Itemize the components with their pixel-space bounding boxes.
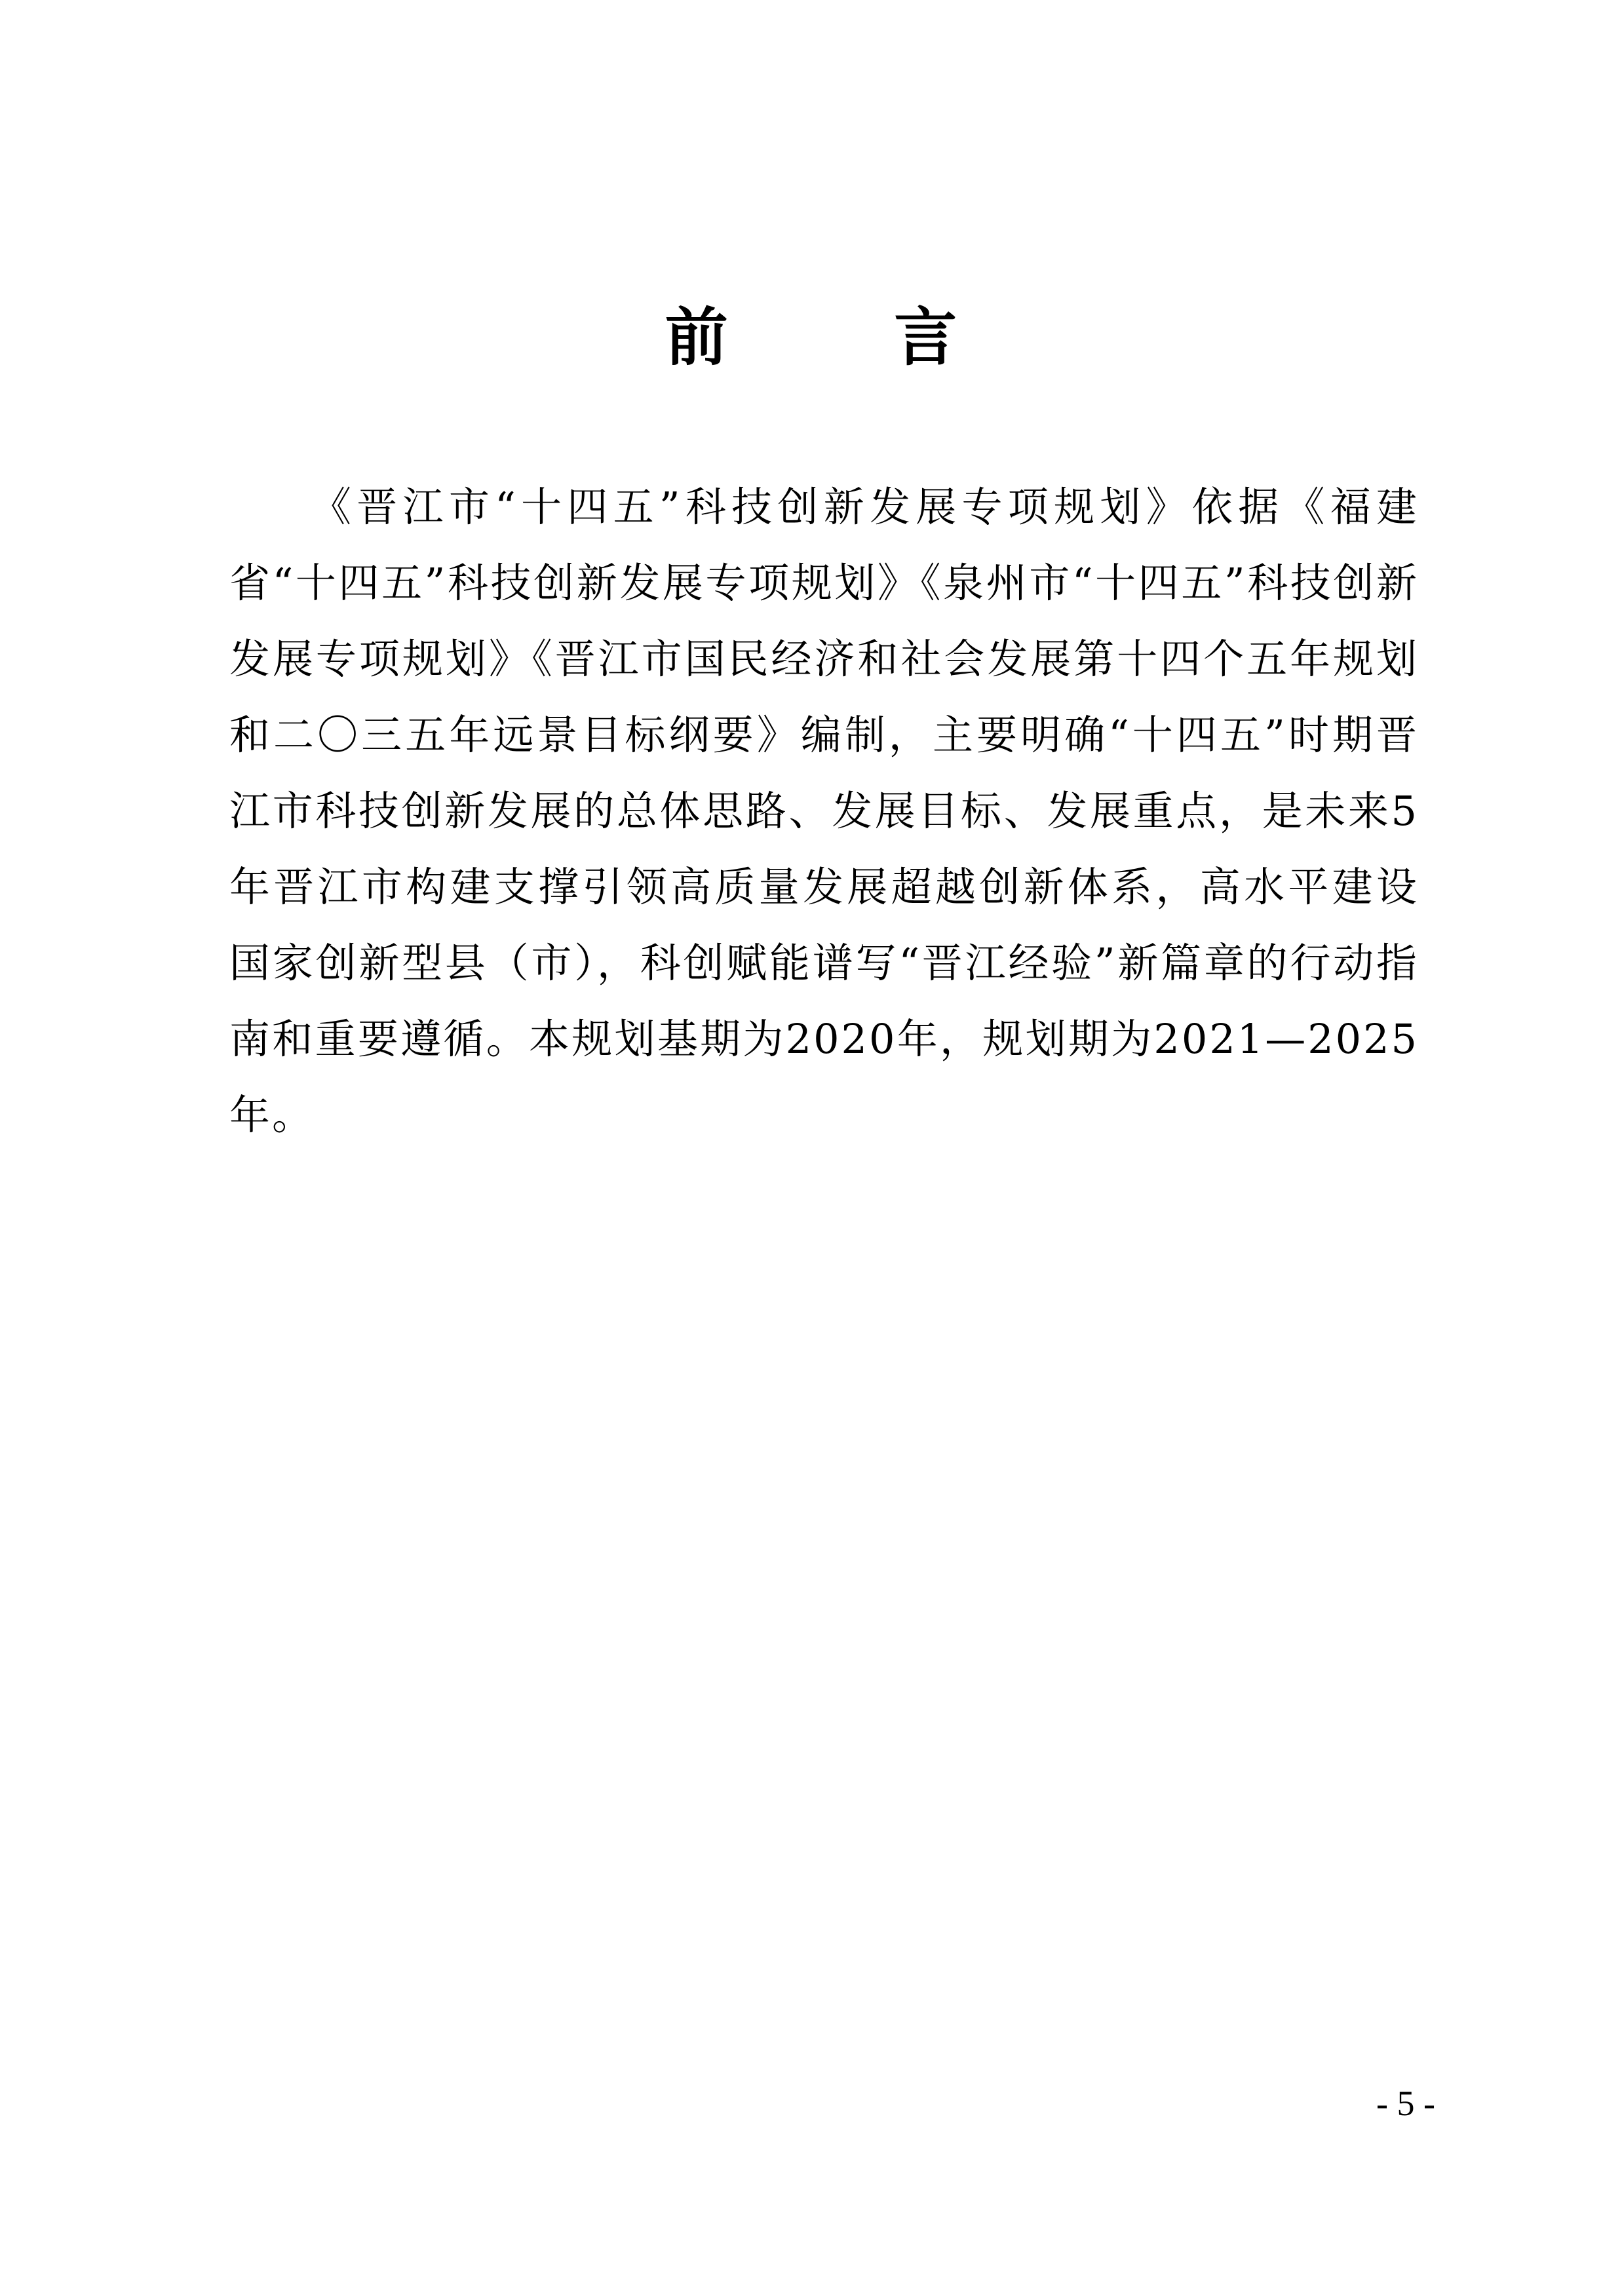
preface-paragraph: 《晋江市“十四五”科技创新发展专项规划》依据《福建省“十四五”科技创新发展专项规划》《泉州市“十四五”科技创新发展专项规划》《晋江市国民经济和社会发展第十四个五年规划和二〇三五年远景目标纲要》编制，主要明确“十四五”时期晋江市科技创新发展的总体思路、发展目标、发展重点，是未来5年晋江市构建支撑引领高质量发展超越创新体系，高水平建设国家创新型县（市），科创赋能谱写“晋江经验”新篇章的行动指南和重要遵循。本规划基期为2020年，规划期为2021—2025年。 bbox=[229, 483, 1419, 1139]
page-number: - 5 - bbox=[1376, 2084, 1435, 2123]
page-title: 前 言 bbox=[665, 301, 1030, 374]
